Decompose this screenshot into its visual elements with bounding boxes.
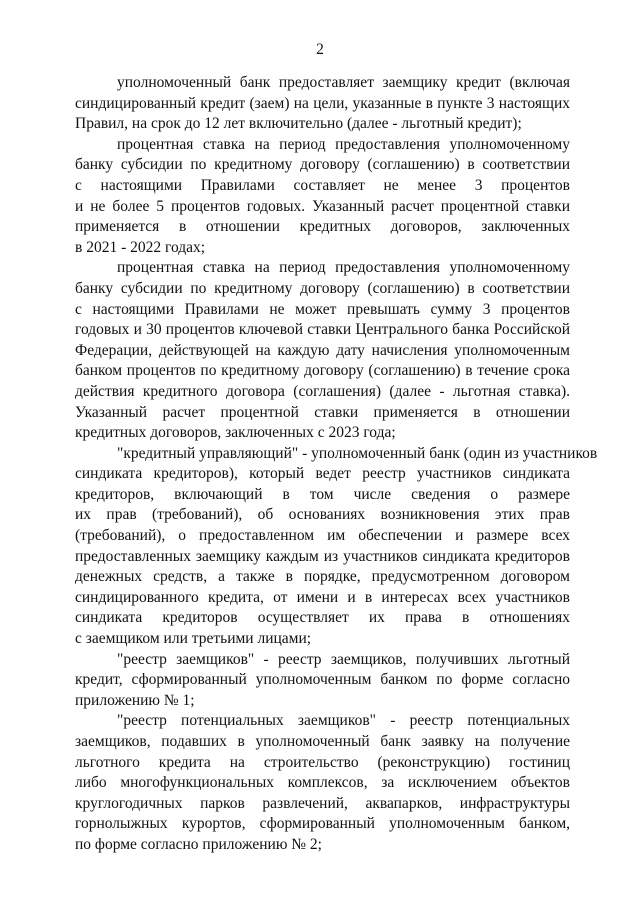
- text-line: предоставленных заемщику каждым из участников синдиката кредиторов: [75, 547, 570, 565]
- text-line: синдиката кредиторов осуществляет их права в отношениях: [75, 609, 570, 627]
- text-line: действия кредитного договора (соглашения) (далее - льготная ставка).: [75, 382, 570, 400]
- text-line: либо многофункциональных комплексов, за исключением объектов: [75, 774, 570, 792]
- text-line: процентная ставка на период предоставления уполномоченному: [117, 135, 570, 153]
- text-line: Правил, на срок до 12 лет включительно (далее - льготный кредит);: [75, 115, 522, 133]
- paragraph: [75, 73, 570, 135]
- text-line: применяется в отношении кредитных договоров, заключенных: [75, 218, 570, 236]
- text-line: "кредитный управляющий" - уполномоченный банк (один из участников: [117, 444, 598, 462]
- paragraph: [75, 135, 570, 259]
- text-line: "реестр потенциальных заемщиков" - реестр потенциальных: [117, 712, 570, 730]
- text-line: Указанный расчет процентной ставки применяется в отношении: [75, 403, 570, 421]
- document-body: [75, 73, 598, 856]
- text-line: с настоящими Правилами составляет не менее 3 процентов: [75, 176, 570, 194]
- text-line: приложению № 1;: [75, 691, 195, 709]
- text-line: банку субсидии по кредитному договору (соглашению) в соответствии: [75, 279, 570, 297]
- text-line: синдиката кредиторов), который ведет реестр участников синдиката: [75, 465, 570, 483]
- text-line: круглогодичных парков развлечений, аквапарков, инфраструктуры: [75, 794, 570, 812]
- page-number: 2: [316, 41, 324, 58]
- text-line: в 2021 - 2022 годах;: [75, 238, 206, 256]
- text-line: синдицированный кредит (заем) на цели, указанные в пункте 3 настоящих: [75, 94, 570, 112]
- text-line: денежных средств, а также в порядке, предусмотренном договором: [75, 568, 570, 586]
- text-line: синдицированного кредита, от имени и в интересах всех участников: [75, 588, 570, 606]
- paragraph: [75, 444, 598, 650]
- text-line: по форме согласно приложению № 2;: [75, 835, 322, 853]
- text-line: горнолыжных курортов, сформированный уполномоченным банком,: [75, 815, 570, 833]
- text-line: кредитных договоров, заключенных с 2023 года;: [75, 424, 396, 442]
- paragraph: [75, 711, 570, 855]
- text-line: уполномоченный банк предоставляет заемщику кредит (включая: [117, 74, 570, 91]
- text-line: кредит, сформированный уполномоченным банком по форме согласно: [75, 671, 570, 689]
- text-line: банком процентов по кредитному договору (соглашению) в течение срока: [75, 362, 570, 380]
- text-line: и не более 5 процентов годовых. Указанный расчет процентной ставки: [75, 197, 570, 215]
- text-line: заемщиков, подавших в уполномоченный банк заявку на получение: [75, 733, 570, 750]
- text-line: их прав (требований), об основаниях возникновения этих прав: [75, 506, 570, 524]
- paragraph: [75, 258, 570, 443]
- text-line: с настоящими Правилами не может превышать сумму 3 процентов: [75, 300, 570, 318]
- text-line: кредиторов, включающий в том числе сведения о размере: [75, 485, 570, 503]
- text-line: Федерации, действующей на каждую дату начисления уполномоченным: [75, 341, 570, 359]
- text-line: процентная ставка на период предоставления уполномоченному: [117, 259, 570, 277]
- text-line: (требований), о предоставленном им обеспечении и размере всех: [75, 527, 570, 545]
- paragraph: [75, 650, 570, 712]
- text-line: банку субсидии по кредитному договору (соглашению) в соответствии: [75, 156, 570, 174]
- text-line: льготного кредита на строительство (реконструкцию) гостиниц: [75, 753, 570, 771]
- text-line: "реестр заемщиков" - реестр заемщиков, получивших льготный: [117, 650, 570, 668]
- text-line: годовых и 30 процентов ключевой ставки Центрального банка Российской: [75, 321, 570, 339]
- text-line: с заемщиком или третьими лицами;: [75, 630, 312, 648]
